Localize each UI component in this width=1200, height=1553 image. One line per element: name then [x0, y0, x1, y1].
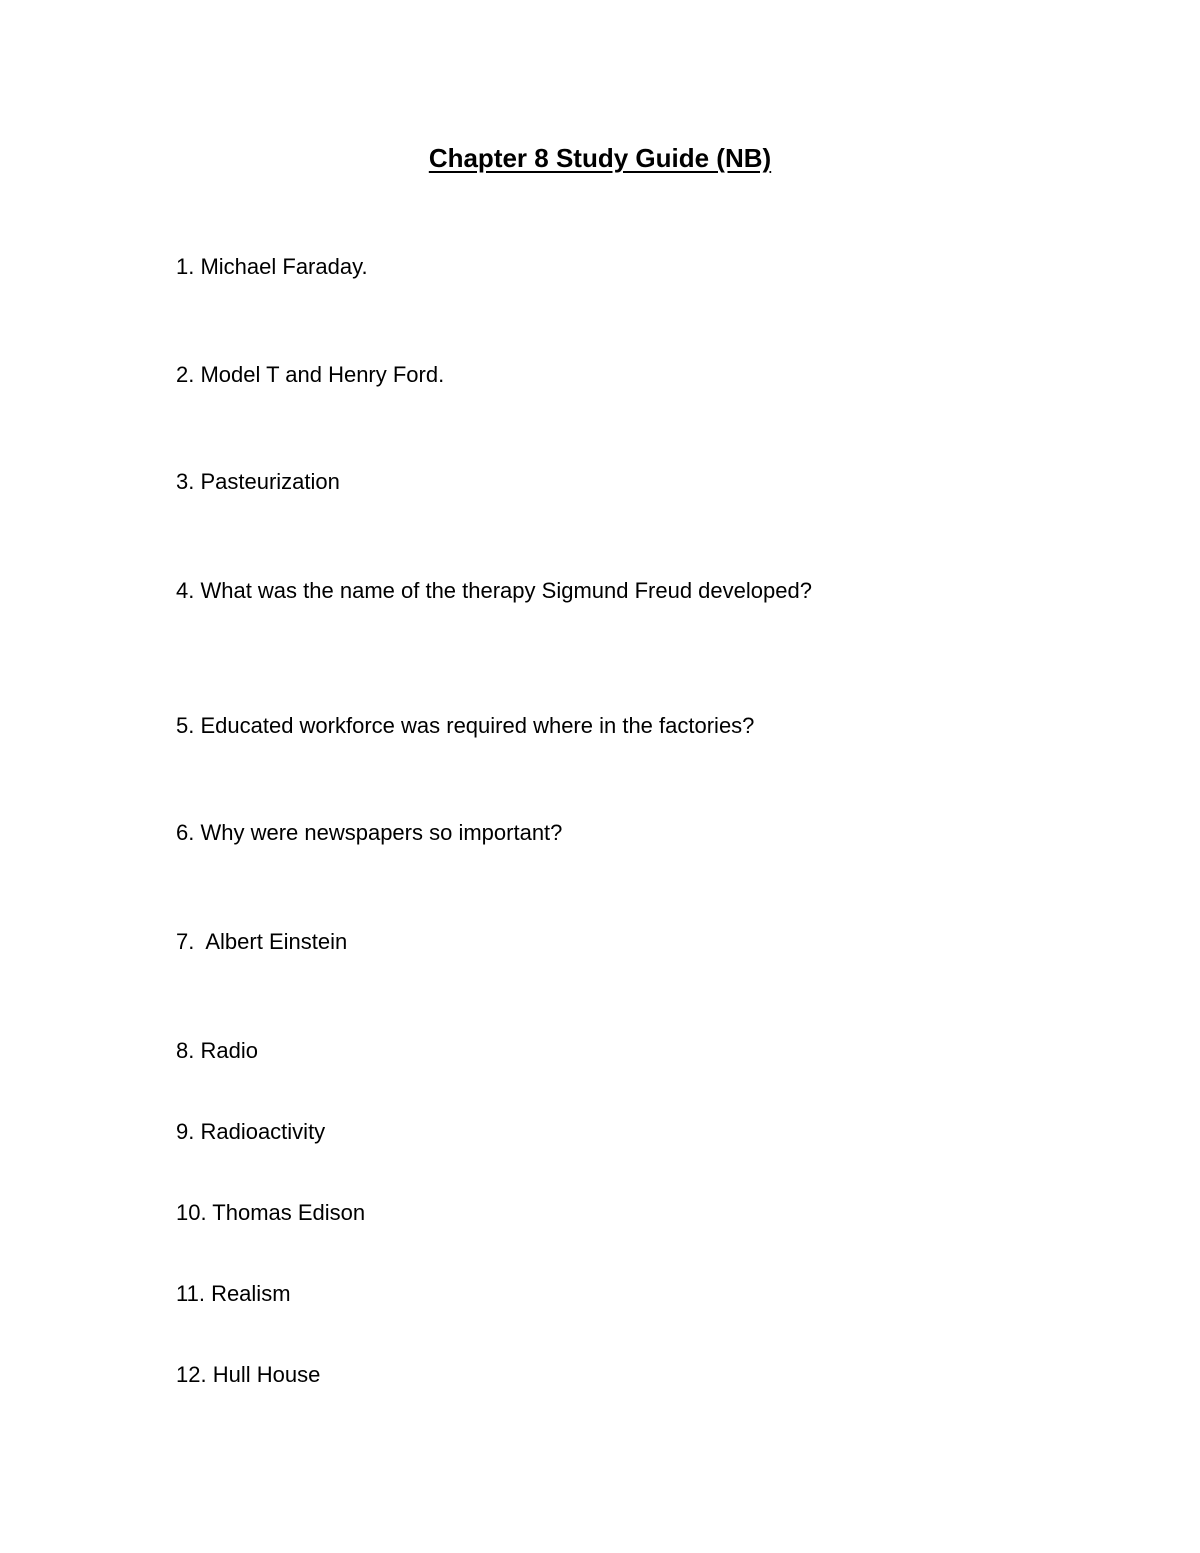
study-item-6: 6. Why were newspapers so important?: [176, 820, 563, 845]
study-item-2: 2. Model T and Henry Ford.: [176, 362, 445, 387]
study-item-10: 10. Thomas Edison: [176, 1200, 366, 1225]
study-item-9: 9. Radioactivity: [176, 1119, 326, 1144]
study-item-8: 8. Radio: [176, 1038, 258, 1063]
study-item-3: 3. Pasteurization: [176, 469, 340, 494]
study-item-7: 7. Albert Einstein: [176, 929, 348, 954]
study-item-5: 5. Educated workforce was required where in the factories?: [176, 713, 755, 738]
study-item-11: 11. Realism: [176, 1281, 291, 1306]
study-item-12: 12. Hull House: [176, 1362, 321, 1387]
study-item-1: 1. Michael Faraday.: [176, 254, 368, 279]
study-item-4: 4. What was the name of the therapy Sigmund Freud developed?: [176, 578, 812, 603]
page-title: Chapter 8 Study Guide (NB): [428, 143, 772, 173]
